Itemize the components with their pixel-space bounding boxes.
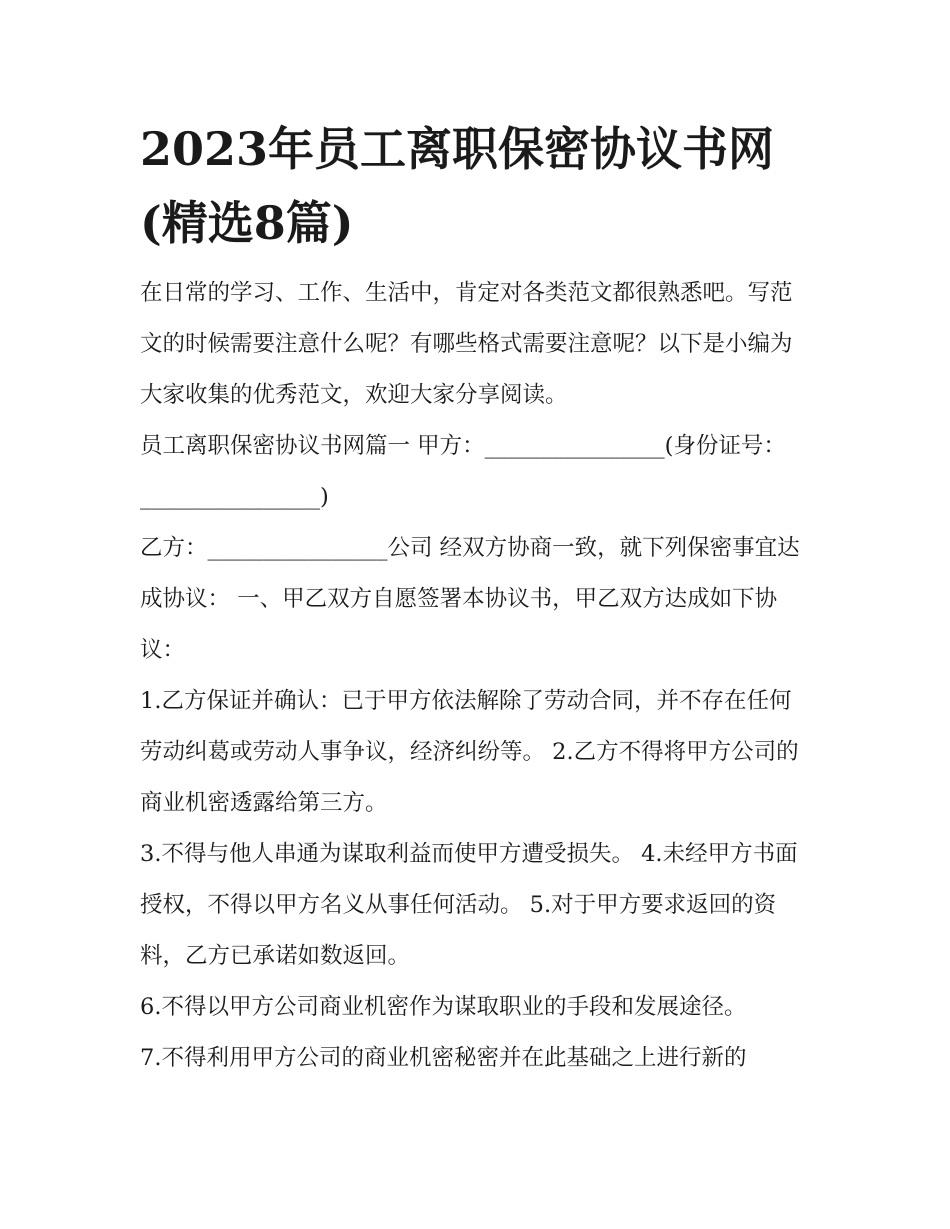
document-page — [140, 112, 812, 1084]
clause-1-2-paragraph: 1.乙方保证并确认：已于甲方依法解除了劳动合同，并不存在任何劳动纠葛或劳动人事争议，经济纠纷等。 2.乙方不得将甲方公司的商业机密透露给第三方。 — [140, 688, 799, 816]
clause-7-paragraph: 7.不得利用甲方公司的商业机密秘密并在此基础之上进行新的 — [140, 1045, 747, 1071]
document-title: 2023年员工离职保密协议书网(精选8篇) — [140, 122, 775, 250]
party-a-paragraph: 员工离职保密协议书网篇一 甲方：________________(身份证号：________________) — [140, 433, 786, 510]
clause-3-5-paragraph: 3.不得与他人串通为谋取利益而使甲方遭受损失。 4.未经甲方书面授权，不得以甲方名义从事任何活动。 5.对于甲方要求返回的资料，乙方已承诺如数返回。 — [140, 841, 798, 969]
clause-6-paragraph: 6.不得以甲方公司商业机密作为谋取职业的手段和发展途径。 — [140, 994, 747, 1020]
party-b-paragraph: 乙方：________________公司 经双方协商一致，就下列保密事宜达成协议： 一、甲乙双方自愿签署本协议书，甲乙双方达成如下协议： — [140, 535, 800, 663]
intro-paragraph: 在日常的学习、工作、生活中，肯定对各类范文都很熟悉吧。写范文的时候需要注意什么呢？有哪些格式需要注意呢？以下是小编为大家收集的优秀范文，欢迎大家分享阅读。 — [140, 280, 793, 408]
